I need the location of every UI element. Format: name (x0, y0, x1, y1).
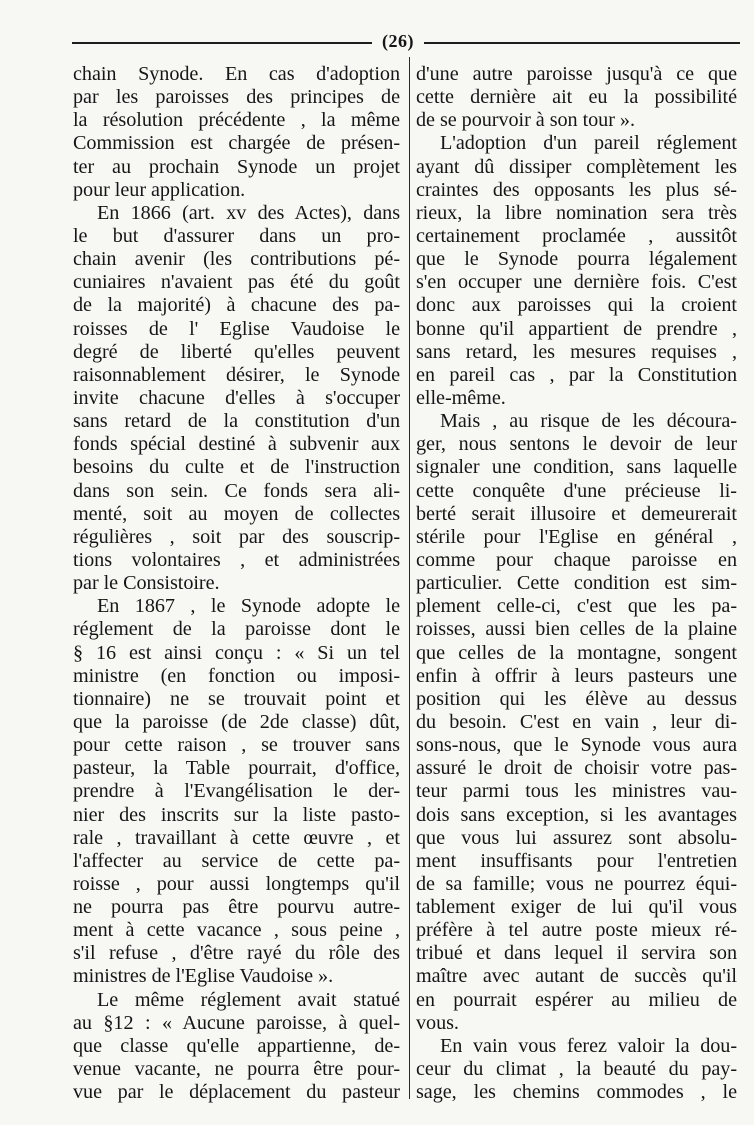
text-line: chain Synode. En cas d'adoption (73, 63, 400, 85)
text-line: § 16 est ainsi conçu : « Si un tel (73, 641, 400, 664)
text-line: que la paroisse (de 2de classe) dût, (73, 710, 400, 733)
text-line: teur parmi tous les ministres vau- (416, 780, 737, 803)
header-rule-right (424, 42, 740, 44)
text-line: par les paroisses des principes de (73, 86, 400, 109)
text-line: que le Synode pourra légalement (416, 248, 737, 271)
text-line: sage, les chemins commodes , le (416, 1081, 737, 1104)
text-line: l'affecter au service de cette pa- (73, 849, 400, 872)
text-line: sans retard, les mesures requises , (416, 340, 737, 363)
text-line: pour leur application. (73, 178, 246, 201)
text-line: roisses, aussi bien celles de la plaine (416, 618, 737, 641)
text-line: comme pour chaque paroisse en (416, 548, 737, 571)
text-line: fonds spécial destiné à subvenir aux (73, 433, 400, 456)
text-line: L'adoption d'un pareil réglement (440, 132, 737, 155)
text-line: chain avenir (les contributions pé- (73, 248, 400, 271)
text-line: donc aux paroisses qui la croient (416, 294, 737, 317)
text-line: signaler une condition, sans laquelle (416, 456, 737, 479)
text-line: ministre (en fonction ou imposi- (73, 664, 400, 687)
text-line: tions volontaires , et administrées (73, 548, 400, 571)
text-line: ger, nous sentons le devoir de leur (416, 433, 737, 456)
text-line: tionnaire) ne se trouvait point et (73, 687, 400, 710)
text-line: ministres de l'Eglise Vaudoise ». (73, 965, 334, 988)
text-line: ment à cette vacance , sous peine , (73, 919, 400, 942)
text-line: stérile pour l'Eglise en général , (416, 525, 737, 548)
text-line: dans son sein. Ce fonds sera ali- (73, 479, 400, 502)
right-column (416, 63, 737, 1104)
text-line: s'il refuse , d'être rayé du rôle des (73, 942, 400, 965)
text-line: particulier. Cette condition est sim- (416, 572, 737, 595)
text-line: Le même réglement avait statué (97, 988, 400, 1011)
text-line: certainement proclamée , aussitôt (416, 224, 737, 247)
page-header (72, 30, 740, 54)
text-line: le but d'assurer dans un pro- (73, 224, 400, 247)
text-line: bonne qu'il appartient de prendre , (416, 317, 737, 340)
text-line: en pourrait espérer au milieu de (416, 988, 737, 1011)
text-line: assuré le droit de choisir votre pas- (416, 757, 737, 780)
text-line: ter au prochain Synode un projet (73, 155, 400, 178)
page-number: (26) (382, 31, 414, 51)
text-line: par le Consistoire. (73, 572, 220, 595)
text-line: que classe qu'elle appartienne, de- (73, 1034, 400, 1057)
text-line: ne pourra pas être pourvu autre- (73, 896, 400, 919)
text-line: cuniaires n'avaient pas été du goût (73, 271, 400, 294)
text-line: que vous lui assurez sont absolu- (416, 826, 737, 849)
text-line: maître avec autant de succès qu'il (416, 965, 737, 988)
text-line: sons-nous, que le Synode vous aura (416, 734, 737, 757)
text-line: ayant dû dissiper complètement les (416, 155, 737, 178)
text-line: roisse , pour aussi longtemps qu'il (73, 872, 400, 895)
text-line: pasteur, la Table pourrait, d'office, (73, 757, 400, 780)
text-line: sans retard de la constitution d'un (73, 410, 400, 433)
text-line: menté, soit au moyen de collectes (73, 502, 400, 525)
text-line: que celles de la montagne, songent (416, 641, 737, 664)
text-line: plement celle-ci, c'est que les pa- (416, 595, 737, 618)
text-line: enfin à offrir à leurs pasteurs une (416, 664, 737, 687)
text-line: tribué et dans lequel il servira son (416, 942, 737, 965)
left-column (73, 63, 400, 1104)
text-line: d'une autre paroisse jusqu'à ce que (416, 63, 737, 85)
text-line: en pareil cas , par la Constitution (416, 363, 737, 386)
text-line: Mais , au risque de les découra- (440, 410, 737, 433)
text-line: nier des inscrits sur la liste pasto- (73, 803, 400, 826)
text-line: la résolution précédente , la même (73, 109, 400, 132)
text-line: elle-même. (416, 386, 506, 409)
text-line: préfère à tel autre poste mieux ré- (416, 919, 737, 942)
text-line: pour cette raison , se trouver sans (73, 734, 400, 757)
text-line: au §12 : « Aucune paroisse, à quel- (73, 1011, 400, 1034)
text-line: de se pourvoir à son tour ». (416, 109, 635, 132)
text-line: régulières , soit par des souscrip- (73, 525, 400, 548)
text-line: invite chacune d'elles à s'occuper (73, 386, 400, 409)
text-line: position qui les élève au dessus (416, 687, 737, 710)
text-line: dois sans exception, si les avantages (416, 803, 737, 826)
text-line: craintes des opposants les plus sé- (416, 178, 737, 201)
text-line: vue par le déplacement du pasteur (73, 1081, 400, 1104)
text-line: cette conquête d'une précieuse li- (416, 479, 737, 502)
text-line: ceur du climat , la beauté du pay- (416, 1058, 737, 1081)
text-line: ment insuffisants pour l'entretien (416, 849, 737, 872)
text-line: En vain vous ferez valoir la dou- (440, 1034, 737, 1057)
text-line: roisses de l' Eglise Vaudoise le (73, 317, 400, 340)
column-divider (409, 57, 410, 1099)
text-line: rale , travaillant à cette œuvre , et (73, 826, 400, 849)
text-line: Commission est chargée de présen- (73, 132, 400, 155)
text-line: En 1866 (art. xv des Actes), dans (97, 201, 400, 224)
text-line: réglement de la paroisse dont le (73, 618, 400, 641)
text-line: besoins du culte et de l'instruction (73, 456, 400, 479)
text-line: En 1867 , le Synode adopte le (97, 595, 400, 618)
text-line: tablement exiger de lui qu'il vous (416, 896, 737, 919)
text-line: cette dernière ait eu la possibilité (416, 86, 737, 109)
text-line: s'en occuper une dernière fois. C'est (416, 271, 737, 294)
text-line: raisonnablement désirer, le Synode (73, 363, 400, 386)
text-line: rieux, la libre nomination sera très (416, 201, 737, 224)
text-line: de sa famille; vous ne pourrez équi- (416, 872, 737, 895)
text-line: vous. (416, 1011, 459, 1034)
text-line: prendre à l'Evangélisation le der- (73, 780, 400, 803)
text-line: berté serait illusoire et demeurerait (416, 502, 737, 525)
text-line: degré de liberté qu'elles peuvent (73, 340, 400, 363)
text-line: venue vacante, ne pourra être pour- (73, 1058, 400, 1081)
text-line: du besoin. C'est en vain , leur di- (416, 710, 737, 733)
text-line: de la majorité) à chacune des pa- (73, 294, 400, 317)
header-rule-left (72, 42, 372, 44)
